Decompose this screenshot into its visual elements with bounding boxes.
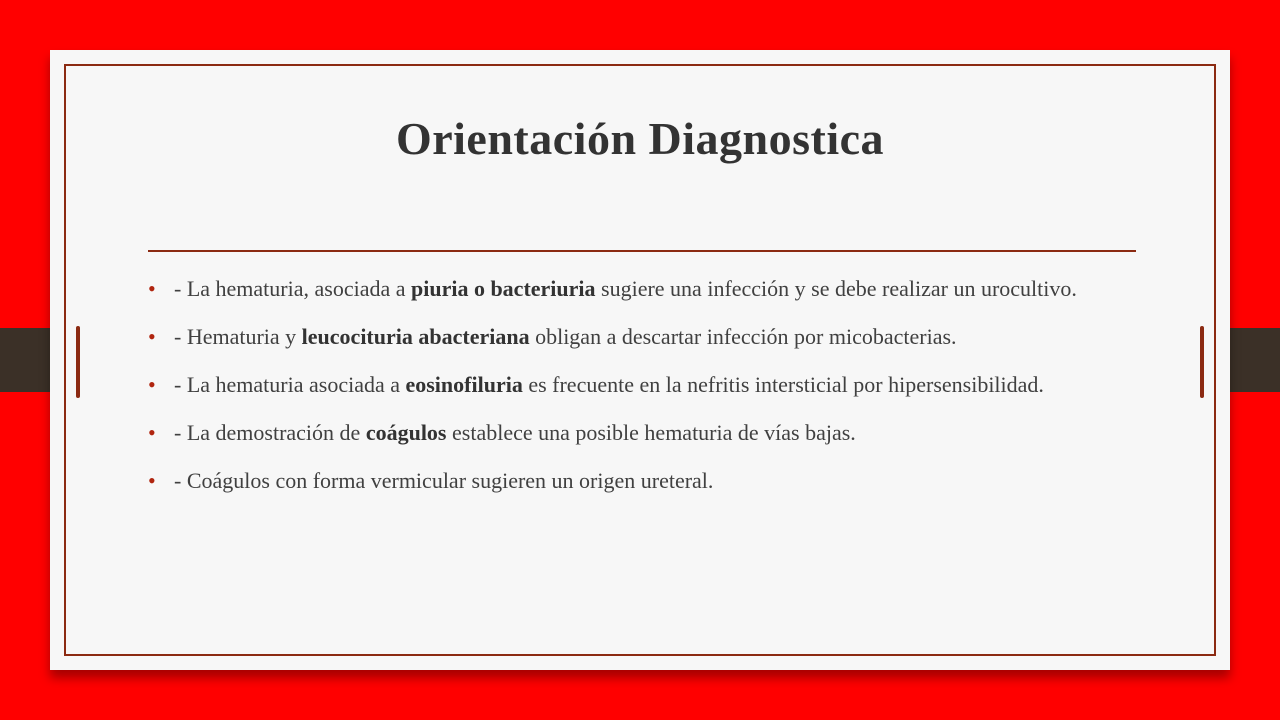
bullet-dot-icon: • xyxy=(148,276,156,301)
bullet-item xyxy=(148,466,1108,496)
bullet-text-bold: coágulos xyxy=(365,420,447,445)
bullet-text-pre: - La demostración de xyxy=(174,420,366,445)
right-tab-mark xyxy=(1200,326,1204,398)
bullet-item xyxy=(148,370,1108,400)
bullet-item xyxy=(148,274,1108,304)
bullet-text-pre: - La hematuria, asociada a xyxy=(174,276,411,301)
bullet-item xyxy=(148,322,1108,352)
bullet-text-bold: piuria o bacteriuria xyxy=(410,276,596,301)
bullet-dot-icon: • xyxy=(148,324,156,349)
bullet-text-pre: - Coágulos con forma vermicular sugieren un origen ureteral. xyxy=(174,468,714,493)
left-tab-mark xyxy=(76,326,80,398)
bullet-text-pre: - Hematuria y xyxy=(174,324,302,349)
bullet-text-bold: leucocituria abacteriana xyxy=(301,324,530,349)
bullet-text-post: obligan a descartar infección por micobacterias. xyxy=(529,324,957,349)
slide-title: Orientación Diagnostica xyxy=(395,113,885,164)
bullet-text-post: sugiere una infección y se debe realizar un urocultivo. xyxy=(595,276,1077,301)
bullet-dot-icon: • xyxy=(148,420,156,445)
title-divider xyxy=(148,250,1136,252)
bullet-dot-icon: • xyxy=(148,372,156,397)
bullet-dot-icon: • xyxy=(148,468,156,493)
bullet-text-post: es frecuente en la nefritis intersticial por hipersensibilidad. xyxy=(522,372,1044,397)
bullet-text-bold: eosinofiluria xyxy=(405,372,523,397)
bullet-item xyxy=(148,418,1108,448)
bullet-list xyxy=(148,274,1108,514)
bullet-text-pre: - La hematuria asociada a xyxy=(174,372,406,397)
bullet-text-post: establece una posible hematuria de vías bajas. xyxy=(446,420,856,445)
